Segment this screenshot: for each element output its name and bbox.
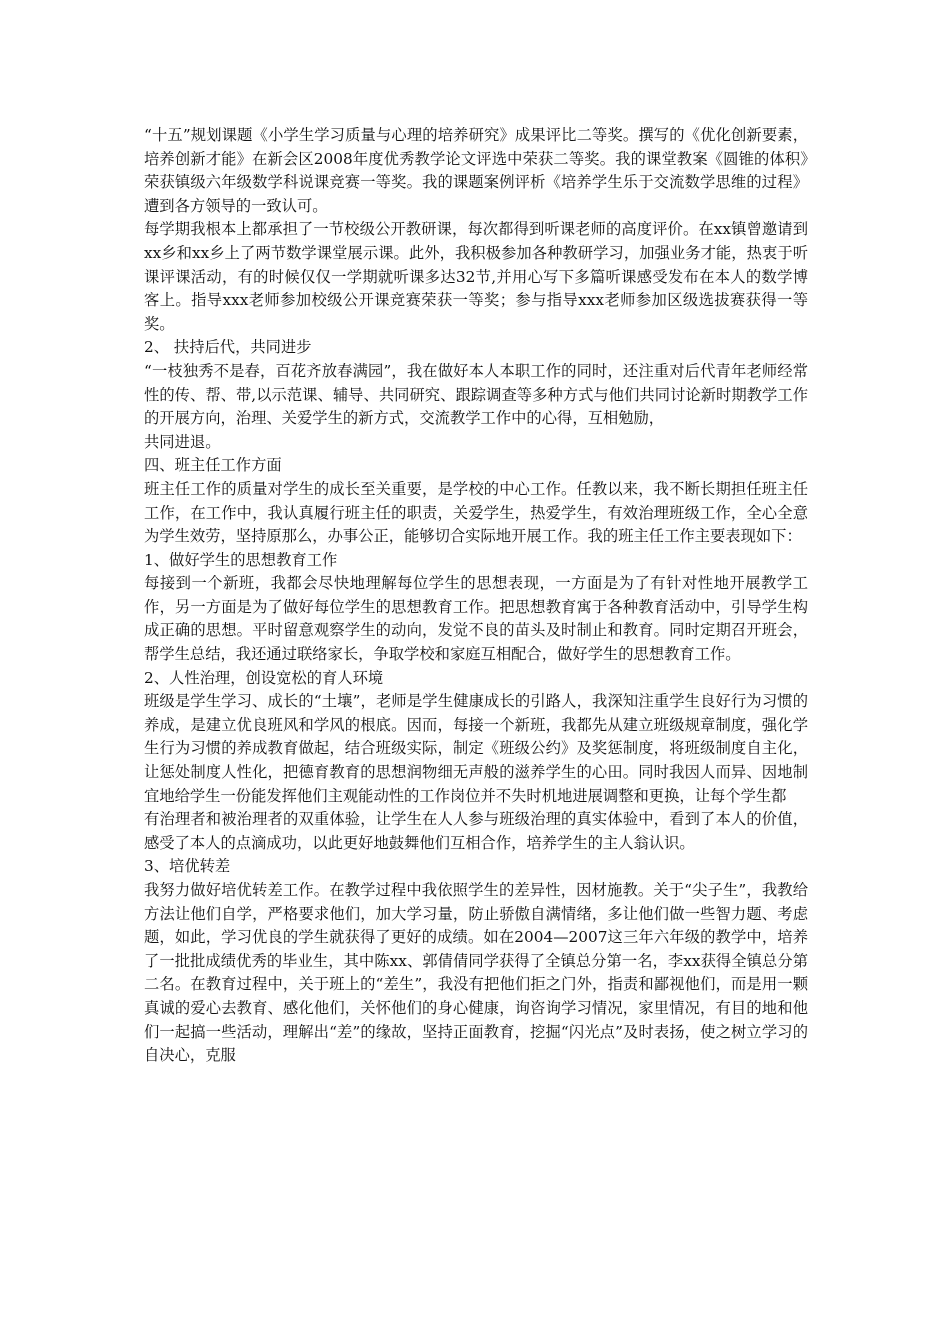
section-heading-class-teacher: 四、班主任工作方面 bbox=[144, 456, 282, 475]
paragraph-moral-education: 每接到一个新班，我都会尽快地理解每位学生的思想表现，一方面是为了有针对性地开展教学工作，另一方面是为了做好每位学生的思想教育工作。把思想教育寓于各种教育活动中，引导学生构成正确的思想。平时留意观察学生的动向，发觉不良的苗头及时制止和教育。同时定期召开班会，帮学生总结，我还通过联络家长，争取学校和家庭互相配合，做好学生的思想教育工作。 bbox=[144, 574, 808, 664]
paragraph-mentoring-end: 共同进退。 bbox=[144, 432, 221, 451]
paragraph-research-awards: “十五”规划课题《小学生学习质量与心理的培养研究》成果评比二等奖。撰写的《优化创新要素，培养创新才能》在新会区2008年度优秀教学论文评选中荣获二等奖。我的课堂教案《圆锥的体积》荣获镇级六年级数学科说课竞赛一等奖。我的课题案例评析《培养学生乐于交流数学思维的过程》遭到各方领导的一致认可。 bbox=[144, 126, 808, 215]
paragraph-humane-management-cont: 有治理者和被治理者的双重体验，让学生在人人参与班级治理的真实体验中，看到了本人的价值，感受了本人的点滴成功，以此更好地鼓舞他们互相合作，培养学生的主人翁认识。 bbox=[144, 810, 808, 852]
section-heading-mentoring: 2、 扶持后代，共同进步 bbox=[144, 338, 312, 357]
section-heading-tutoring: 3、培优转差 bbox=[144, 857, 231, 876]
section-heading-humane-management: 2、人性治理，创设宽松的育人环境 bbox=[144, 668, 384, 687]
paragraph-open-lessons: 每学期我根本上都承担了一节校级公开教研课，每次都得到听课老师的高度评价。在xx镇曾邀请到xx乡和xx乡上了两节数学课堂展示课。此外，我积极参加各种教研学习，加强业务才能，热衷于听课评课活动，有的时候仅仅一学期就听课多达32节,并用心写下多篇听课感受发布在本人的数学博客上。指导xxx老师参加校级公开课竞赛荣获一等奖；参与指导xxx老师参加区级选拔赛获得一等奖。 bbox=[144, 220, 808, 333]
paragraph-mentoring: “一枝独秀不是春，百花齐放春满园”，我在做好本人本职工作的同时，还注重对后代青年老师经常性的传、帮、带,以示范课、辅导、共同研究、跟踪调查等多种方式与他们共同讨论新时期教学工作的开展方向，治理、关爱学生的新方式，交流教学工作中的心得，互相勉励， bbox=[144, 361, 808, 428]
document-page bbox=[144, 124, 808, 1068]
paragraph-class-teacher-intro: 班主任工作的质量对学生的成长至关重要，是学校的中心工作。任教以来，我不断长期担任班主任工作，在工作中，我认真履行班主任的职责，关爱学生，热爱学生，有效治理班级工作，全心全意为学生效劳，坚持原那么，办事公正，能够切合实际地开展工作。我的班主任工作主要表现如下： bbox=[144, 479, 808, 546]
paragraph-humane-management: 班级是学生学习、成长的“土壤”，老师是学生健康成长的引路人，我深知注重学生良好行为习惯的养成，是建立优良班风和学风的根底。因而，每接一个新班，我都先从建立班级规章制度，强化学生行为习惯的养成教育做起，结合班级实际，制定《班级公约》及奖惩制度，将班级制度自主化，让惩处制度人性化，把德育教育的思想润物细无声般的滋养学生的心田。同时我因人而异、因地制宜地给学生一份能发挥他们主观能动性的工作岗位并不失时机地进展调整和更换，让每个学生都 bbox=[144, 692, 808, 805]
paragraph-tutoring: 我努力做好培优转差工作。在教学过程中我依照学生的差异性，因材施教。关于“尖子生”，我教给方法让他们自学，严格要求他们，加大学习量，防止骄傲自满情绪，多让他们做一些智力题、考虑题，如此，学习优良的学生就获得了更好的成绩。如在2004—2007这三年六年级的教学中，培养了一批批成绩优秀的毕业生，其中陈xx、郭倩倩同学获得了全镇总分第一名，李xx获得全镇总分第二名。在教育过程中，关于班上的“差生”，我没有把他们拒之门外，指责和鄙视他们，而是用一颗真诚的爱心去教育、感化他们，关怀他们的身心健康，询咨询学习情况，家里情况，有目的地和他们一起搞一些活动，理解出“差”的缘故，坚持正面教育，挖掘“闪光点”及时表扬，使之树立学习的自决心，克服 bbox=[144, 881, 808, 1065]
section-heading-moral-education: 1、做好学生的思想教育工作 bbox=[144, 550, 338, 569]
